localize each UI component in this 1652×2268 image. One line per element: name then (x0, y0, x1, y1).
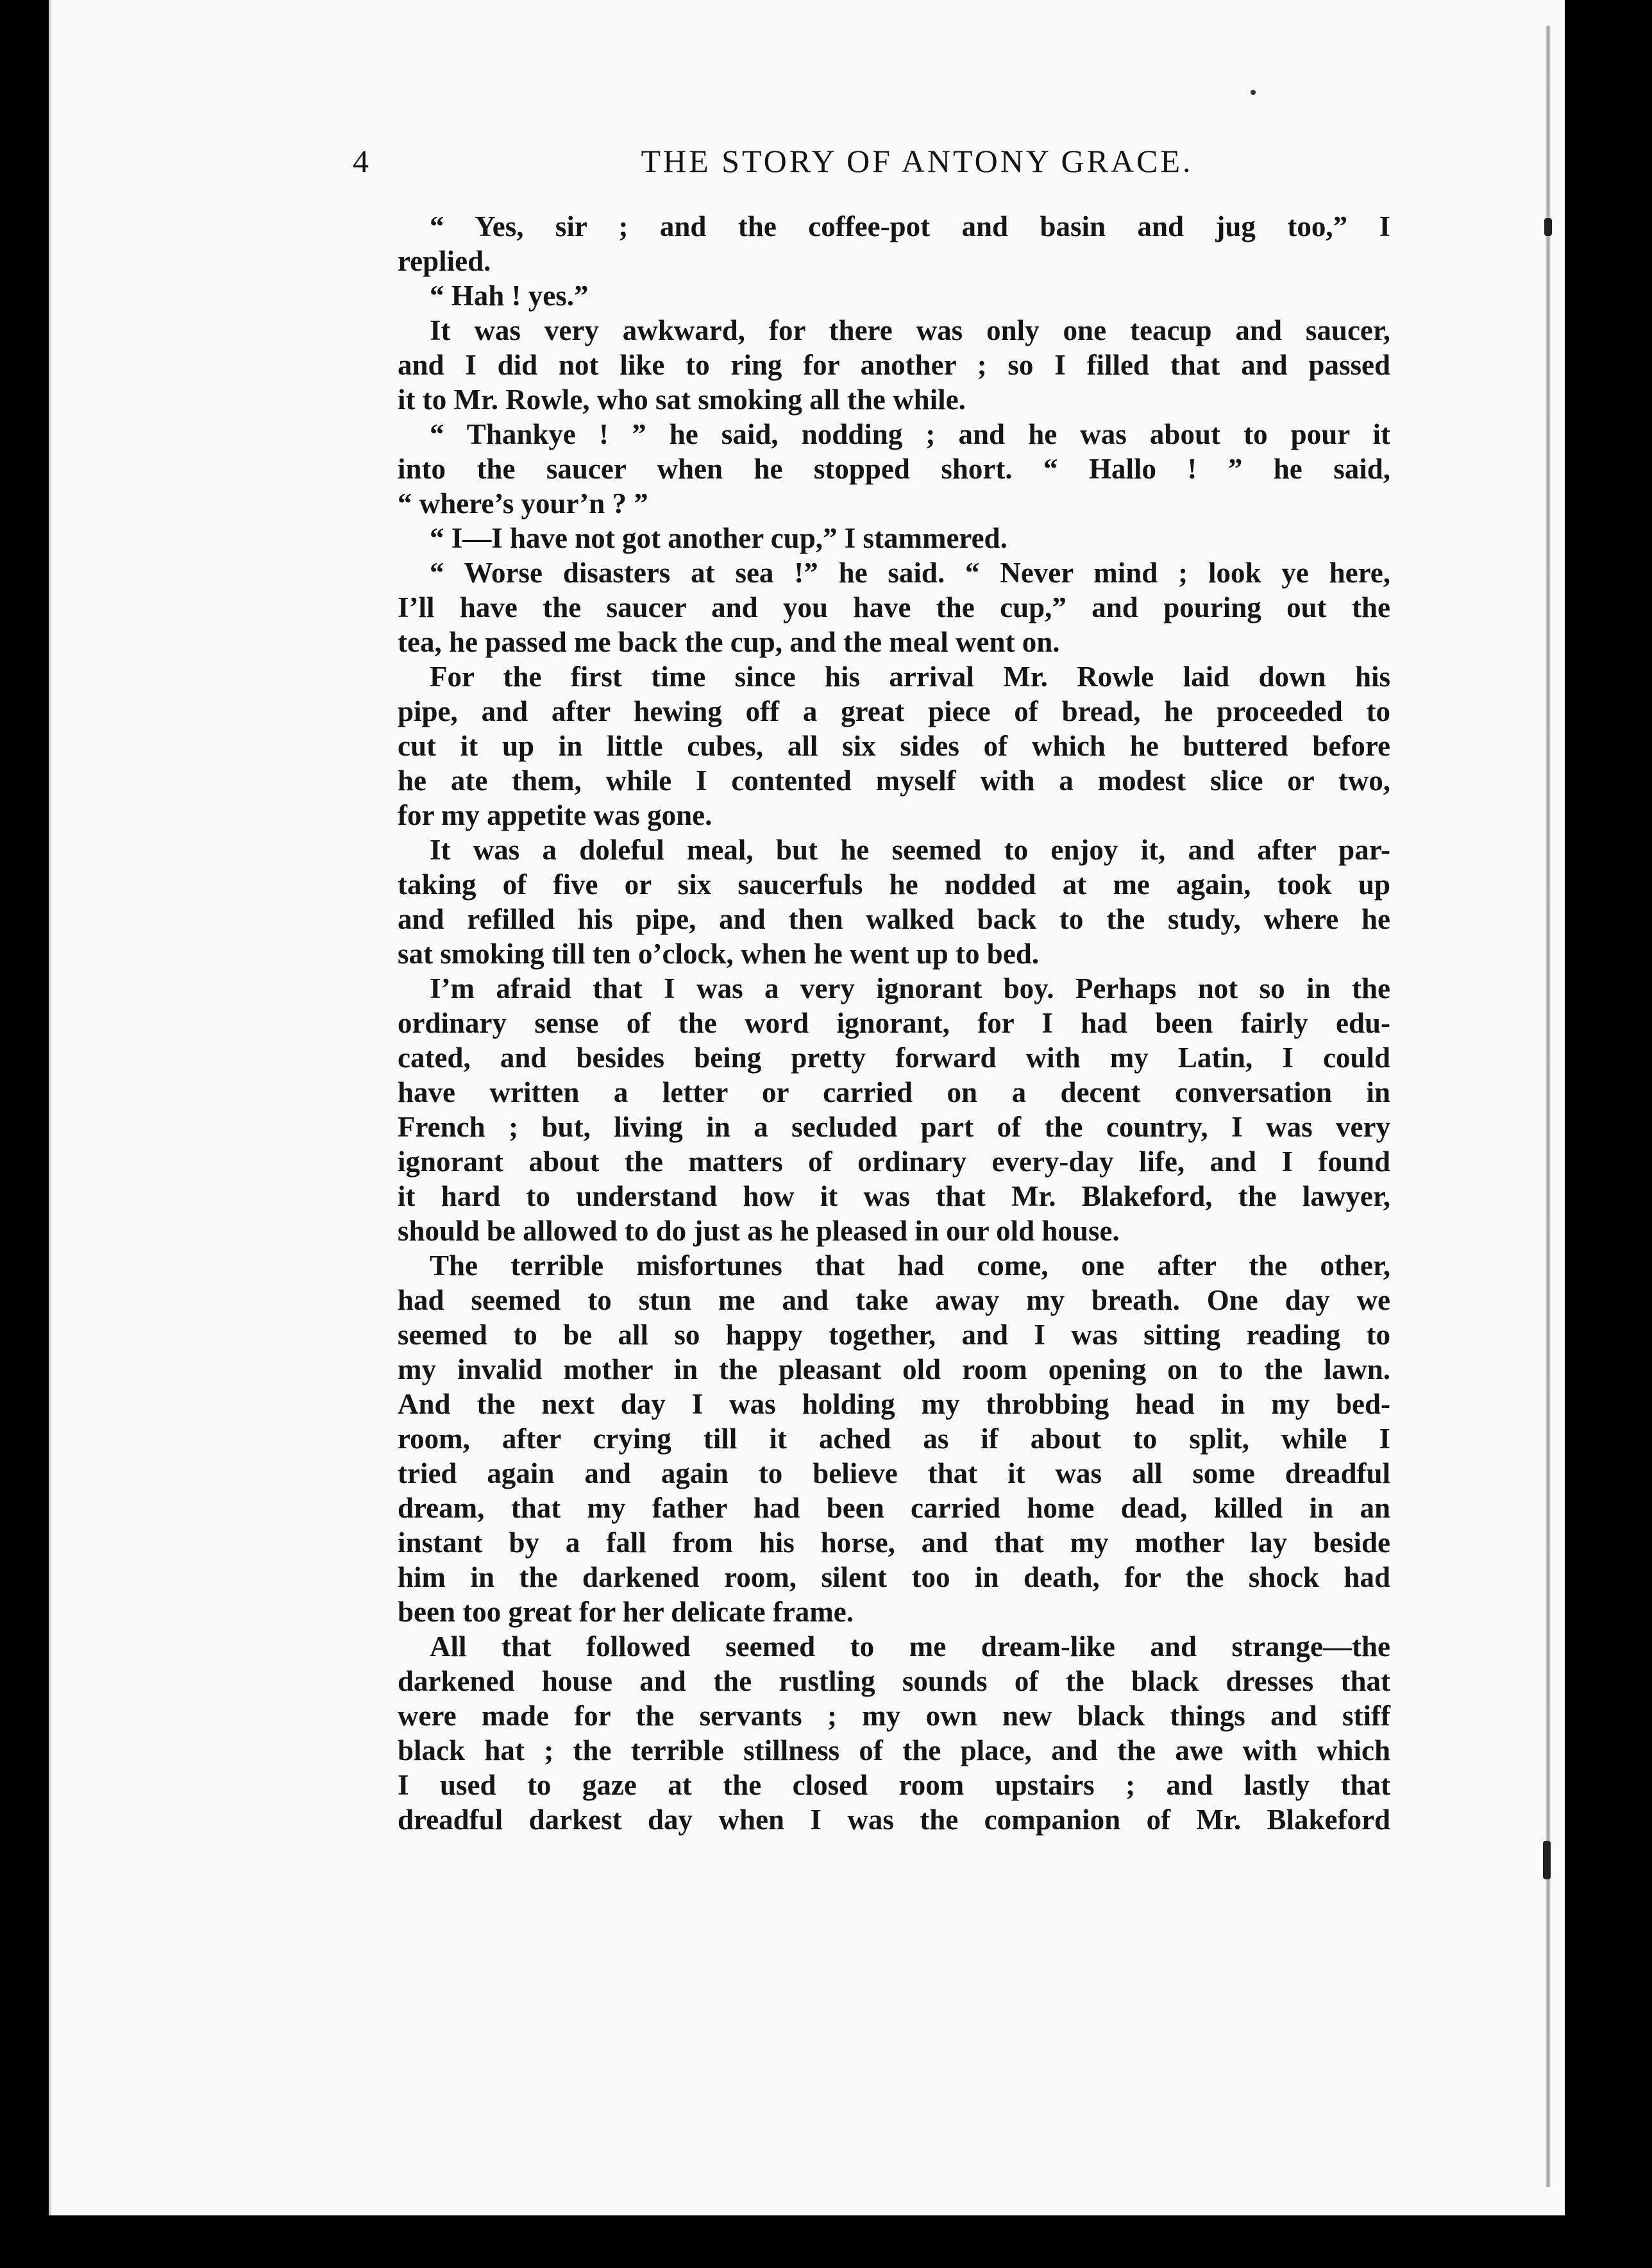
text-line: “ Worse disasters at sea !” he said. “ Never mind ; look ye here, (430, 557, 1390, 589)
text-line: have written a letter or carried on a decent conversation in (398, 1076, 1390, 1108)
text-line: replied. (398, 245, 491, 277)
text-line: I’m afraid that I was a very ignorant boy. Perhaps not so in the (430, 972, 1390, 1004)
edge-mark (1544, 218, 1552, 236)
text-line: dream, that my father had been carried home dead, killed in an (398, 1492, 1390, 1524)
text-line: cated, and besides being pretty forward with my Latin, I could (398, 1042, 1390, 1074)
running-title: THE STORY OF ANTONY GRACE. (641, 143, 1193, 179)
text-line: ignorant about the matters of ordinary every-day life, and I found (398, 1146, 1390, 1178)
edge-mark (1543, 1841, 1551, 1879)
text-line: it to Mr. Rowle, who sat smoking all the while. (398, 384, 966, 416)
text-line: It was very awkward, for there was only one teacup and saucer, (430, 314, 1390, 346)
text-line: It was a doleful meal, but he seemed to enjoy it, and after par- (430, 834, 1390, 866)
text-line: dreadful darkest day when I was the companion of Mr. Blakeford (398, 1804, 1390, 1836)
text-line: were made for the servants ; my own new black things and stiff (398, 1700, 1390, 1732)
text-line: been too great for her delicate frame. (398, 1596, 854, 1628)
text-line: “ Yes, sir ; and the coffee-pot and basin and jug too,” I (430, 210, 1390, 242)
text-line: he ate them, while I contented myself with a modest slice or two, (398, 765, 1390, 797)
text-line: instant by a fall from his horse, and that my mother lay beside (398, 1527, 1390, 1559)
text-line: ordinary sense of the word ignorant, for I had been fairly edu- (398, 1007, 1390, 1039)
text-line: taking of five or six saucerfuls he nodded at me again, took up (398, 868, 1390, 901)
text-line: “ I—I have not got another cup,” I stammered. (430, 522, 1007, 554)
text-line: I used to gaze at the closed room upstairs ; and lastly that (398, 1769, 1390, 1801)
text-line: it hard to understand how it was that Mr. Blakeford, the lawyer, (398, 1180, 1390, 1212)
text-line: All that followed seemed to me dream-like and strange—the (430, 1630, 1390, 1663)
page-number: 4 (353, 143, 371, 179)
text-line: The terrible misfortunes that had come, one after the other, (430, 1249, 1390, 1282)
text-line: “ Thankye ! ” he said, nodding ; and he was about to pour it (430, 418, 1390, 450)
running-head (353, 142, 1404, 187)
text-line: him in the darkened room, silent too in death, for the shock had (398, 1561, 1390, 1593)
text-line: had seemed to stun me and take away my breath. One day we (398, 1284, 1390, 1316)
text-line: tried again and again to believe that it was all some dreadful (398, 1457, 1390, 1489)
text-line: And the next day I was holding my throbbing head in my bed- (398, 1388, 1390, 1420)
text-line: “ Hah ! yes.” (430, 280, 589, 312)
text-line: French ; but, living in a secluded part of the country, I was very (398, 1111, 1390, 1143)
text-line: darkened house and the rustling sounds of the black dresses that (398, 1665, 1390, 1697)
text-line: sat smoking till ten o’clock, when he went up to bed. (398, 938, 1040, 970)
text-line: for my appetite was gone. (398, 799, 712, 831)
text-line: into the saucer when he stopped short. “ Hallo ! ” he said, (398, 453, 1390, 485)
text-line: cut it up in little cubes, all six sides of which he buttered before (398, 730, 1390, 762)
text-line: I’ll have the saucer and you have the cup,” and pouring out the (398, 591, 1390, 623)
text-line: and I did not like to ring for another ; so I filled that and passed (398, 349, 1390, 381)
text-line: seemed to be all so happy together, and I was sitting reading to (398, 1319, 1390, 1351)
text-line: and refilled his pipe, and then walked back to the study, where he (398, 903, 1390, 935)
text-line: tea, he passed me back the cup, and the meal went on. (398, 626, 1060, 658)
text-line: “ where’s your’n ? ” (398, 487, 648, 520)
text-line: room, after crying till it ached as if about to split, while I (398, 1423, 1390, 1455)
text-line: black hat ; the terrible stillness of the place, and the awe with which (398, 1734, 1390, 1766)
text-line: pipe, and after hewing off a great piece of bread, he proceeded to (398, 695, 1390, 727)
text-line: should be allowed to do just as he pleased in our old house. (398, 1215, 1120, 1247)
book-page (49, 0, 1565, 2215)
ink-speck (1251, 90, 1256, 95)
text-line: For the first time since his arrival Mr. Rowle laid down his (430, 661, 1390, 693)
text-line: my invalid mother in the pleasant old room opening on to the lawn. (398, 1353, 1390, 1385)
body-text (398, 209, 1390, 1837)
